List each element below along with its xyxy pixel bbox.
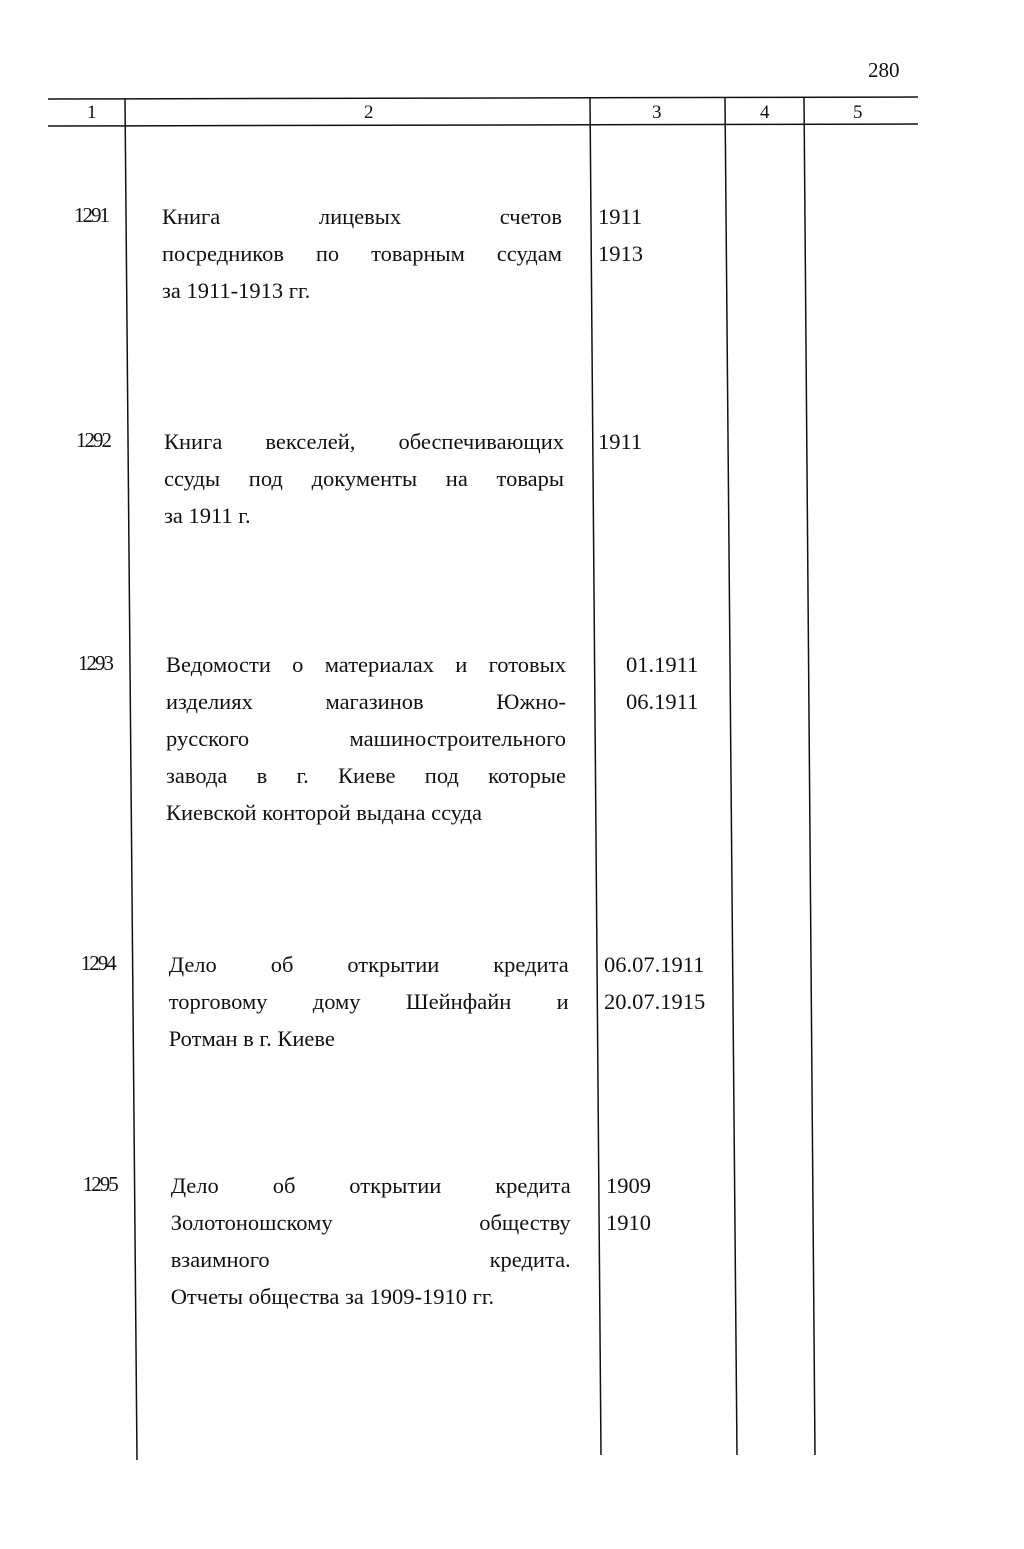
row-description: [169, 946, 569, 1057]
description-line: завода в г. Киеве под которые: [166, 763, 566, 788]
row-description: [166, 646, 566, 831]
header-col-3: 3: [652, 102, 662, 123]
row-description: [164, 423, 564, 534]
description-line: торговому дому Шейнфайн и: [168, 989, 569, 1014]
date-value: 1909: [606, 1173, 651, 1198]
description-line: ссуды под документы на товары: [164, 466, 564, 491]
date-value: 1911: [598, 429, 643, 454]
row-number: 1295: [82, 1172, 117, 1196]
description-line: изделиях магазинов Южно-: [166, 689, 566, 714]
date-value: 06.1911: [626, 689, 699, 714]
date-value: 1910: [606, 1210, 651, 1235]
header-col-5: 5: [853, 102, 863, 123]
description-line: посредников по товарным ссудам: [161, 241, 562, 266]
row-dates: [626, 646, 698, 720]
column-divider-3: [725, 98, 737, 1455]
row-number: 1292: [76, 428, 110, 452]
date-value: 1911: [598, 204, 643, 229]
description-line: Ротман в г. Киеве: [168, 1026, 335, 1051]
header-col-2: 2: [364, 102, 374, 123]
description-line: русского машиностроительного: [166, 726, 566, 751]
row-number: 1294: [80, 951, 115, 975]
date-value: 01.1911: [626, 652, 699, 677]
row-dates: [604, 946, 705, 1020]
description-line: Золотоношскому обществу: [170, 1210, 571, 1235]
description-line: за 1911-1913 гг.: [161, 278, 311, 303]
description-line: Отчеты общества за 1909-1910 гг.: [170, 1284, 495, 1309]
row-number: 1291: [73, 203, 108, 227]
header-col-4: 4: [760, 102, 770, 123]
description-line: взаимного кредита.: [170, 1247, 571, 1272]
header-col-1: 1: [87, 102, 97, 123]
description-line: Книга векселей, обеспечивающих: [164, 429, 564, 454]
row-dates: [598, 198, 643, 272]
description-line: Дело об открытии кредита: [168, 952, 569, 977]
row-description: [171, 1167, 571, 1315]
column-divider-1: [125, 99, 137, 1460]
description-line: Книга лицевых счетов: [161, 204, 562, 229]
date-value: 06.07.1911: [604, 952, 705, 977]
description-line: за 1911 г.: [164, 503, 251, 528]
row-number: 1293: [78, 651, 112, 675]
description-line: Дело об открытии кредита: [170, 1173, 571, 1198]
description-line: Ведомости о материалах и готовых: [166, 652, 566, 677]
row-description: [162, 198, 562, 309]
row-dates: [598, 423, 642, 460]
header-bottom-rule: [48, 124, 918, 126]
column-divider-4: [804, 98, 815, 1455]
date-value: 1913: [598, 241, 643, 266]
header-top-rule: [48, 97, 918, 99]
description-line: Киевской конторой выдана ссуда: [166, 800, 483, 825]
page-number: 280: [868, 58, 900, 82]
column-divider-2: [590, 98, 601, 1455]
date-value: 20.07.1915: [604, 989, 706, 1014]
row-dates: [606, 1167, 651, 1241]
